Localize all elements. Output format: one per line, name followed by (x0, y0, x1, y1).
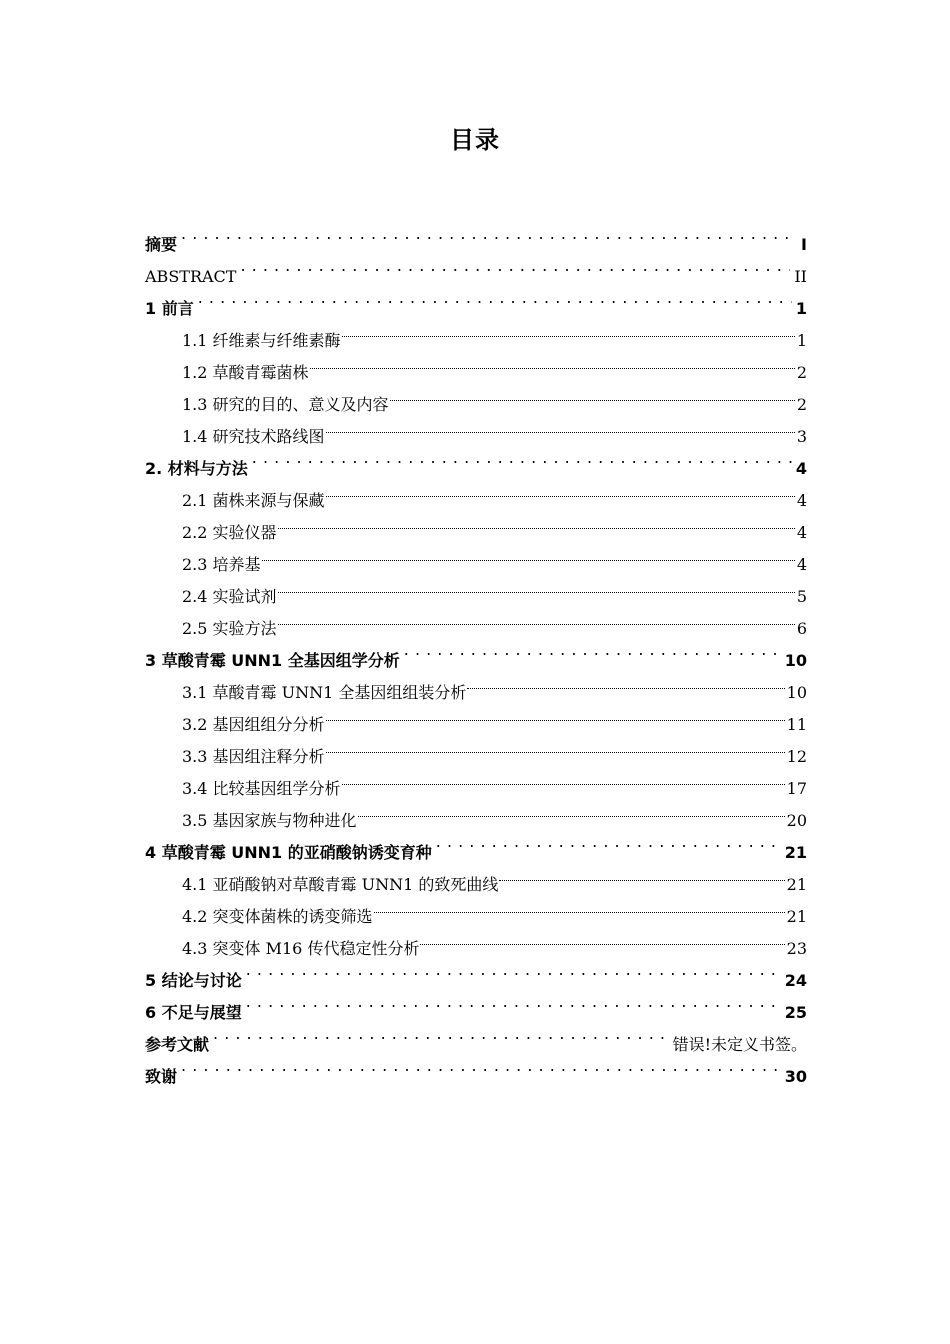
toc-entry[interactable] (145, 282, 807, 318)
toc-entry-title: 4.2 突变体菌株的诱变筛选 (182, 907, 373, 926)
toc-entry[interactable] (145, 986, 807, 1022)
toc-dot-leader (342, 314, 795, 346)
toc-entry[interactable] (145, 218, 807, 254)
toc-entry-title: 2.1 菌株来源与保藏 (182, 491, 325, 510)
toc-entry-page: 30 (784, 1067, 807, 1086)
toc-entry-page: 21 (786, 907, 807, 926)
toc-entry-title: 4 草酸青霉 UNN1 的亚硝酸钠诱变育种 (145, 843, 432, 862)
toc-entry-page: 25 (784, 1003, 807, 1022)
toc-entry-title: 1.3 研究的目的、意义及内容 (182, 395, 389, 414)
table-of-contents (145, 218, 807, 1086)
toc-entry-page: 6 (796, 619, 807, 638)
toc-entry-title: 2.5 实验方法 (182, 619, 277, 638)
toc-entry-title: 参考文献 (145, 1035, 210, 1054)
toc-entry-title: 6 不足与展望 (145, 1003, 242, 1022)
toc-entry-title: ABSTRACT (145, 267, 237, 286)
toc-entry-page: 2 (796, 363, 807, 382)
toc-entry-title: 1.2 草酸青霉菌株 (182, 363, 309, 382)
toc-entry-title: 1 前言 (145, 299, 194, 318)
toc-dot-leader (181, 1050, 781, 1082)
toc-dot-leader (404, 634, 781, 666)
toc-entry-title: 3.1 草酸青霉 UNN1 全基因组组装分析 (182, 683, 467, 702)
toc-entry-page: 11 (786, 715, 807, 734)
toc-entry-title: 3.3 基因组注释分析 (182, 747, 325, 766)
toc-entry-page: 10 (786, 683, 807, 702)
toc-dot-leader (326, 474, 795, 506)
toc-entry-title: 5 结论与讨论 (145, 971, 242, 990)
toc-dot-leader (252, 442, 792, 474)
toc-entry-page: 20 (786, 811, 807, 830)
toc-entry-title: 2.2 实验仪器 (182, 523, 277, 542)
toc-entry-title: 4.1 亚硝酸钠对草酸青霉 UNN1 的致死曲线 (182, 875, 499, 894)
toc-entry-title: 1.4 研究技术路线图 (182, 427, 325, 446)
toc-dot-leader (390, 378, 795, 410)
toc-entry-page: I (801, 235, 807, 254)
toc-entry-title: 3.5 基因家族与物种进化 (182, 811, 357, 830)
toc-dot-leader (240, 250, 790, 282)
toc-dot-leader (326, 698, 785, 730)
toc-entry-title: 致谢 (145, 1067, 178, 1086)
toc-dot-leader (278, 506, 795, 538)
toc-entry-page: 21 (786, 875, 807, 894)
toc-entry-title: 2.4 实验试剂 (182, 587, 277, 606)
toc-entry-page: 10 (784, 651, 807, 670)
toc-dot-leader (420, 922, 784, 954)
toc-entry-page: 17 (786, 779, 807, 798)
toc-entry-page: 4 (796, 491, 807, 510)
toc-entry-title: 摘要 (145, 235, 178, 254)
toc-dot-leader (278, 602, 795, 634)
toc-dot-leader (310, 346, 795, 378)
toc-entry-page: 4 (796, 555, 807, 574)
toc-entry-page: 4 (796, 523, 807, 542)
toc-entry-title: 1.1 纤维素与纤维素酶 (182, 331, 341, 350)
toc-entry-title: 3 草酸青霉 UNN1 全基因组学分析 (145, 651, 400, 670)
toc-dot-leader (374, 890, 785, 922)
toc-entry-title: 2. 材料与方法 (145, 459, 248, 478)
toc-entry-page: 2 (796, 395, 807, 414)
toc-entry[interactable] (145, 1050, 807, 1086)
toc-dot-leader (198, 282, 792, 314)
toc-dot-leader (278, 570, 795, 602)
toc-entry-page: 5 (796, 587, 807, 606)
toc-dot-leader (213, 1018, 669, 1050)
toc-dot-leader (326, 730, 785, 762)
toc-entry-title: 3.2 基因组组分分析 (182, 715, 325, 734)
toc-dot-leader (246, 954, 781, 986)
toc-entry-page: 3 (796, 427, 807, 446)
toc-dot-leader (436, 826, 781, 858)
toc-entry-page: 24 (784, 971, 807, 990)
page-title: 目录 (450, 126, 500, 154)
toc-entry-page: 12 (786, 747, 807, 766)
toc-entry-page: 1 (795, 299, 807, 318)
toc-dot-leader (358, 794, 785, 826)
toc-entry-page: 4 (795, 459, 807, 478)
toc-entry-page: 1 (796, 331, 807, 350)
toc-dot-leader (342, 762, 785, 794)
toc-dot-leader (262, 538, 795, 570)
toc-dot-leader (499, 858, 784, 890)
toc-entry-page: 23 (786, 939, 807, 958)
toc-entry-title: 4.3 突变体 M16 传代稳定性分析 (182, 939, 420, 958)
toc-entry-page: II (794, 267, 807, 286)
toc-entry[interactable] (145, 250, 807, 286)
toc-dot-leader (181, 218, 797, 250)
toc-entry[interactable] (145, 1018, 807, 1054)
toc-entry-title: 3.4 比较基因组学分析 (182, 779, 341, 798)
toc-entry-page: 错误!未定义书签。 (672, 1035, 807, 1054)
toc-dot-leader (326, 410, 795, 442)
toc-dot-leader (467, 666, 784, 698)
toc-entry-page: 21 (784, 843, 807, 862)
toc-dot-leader (246, 986, 781, 1018)
toc-entry-title: 2.3 培养基 (182, 555, 261, 574)
toc-entry[interactable] (145, 314, 807, 350)
